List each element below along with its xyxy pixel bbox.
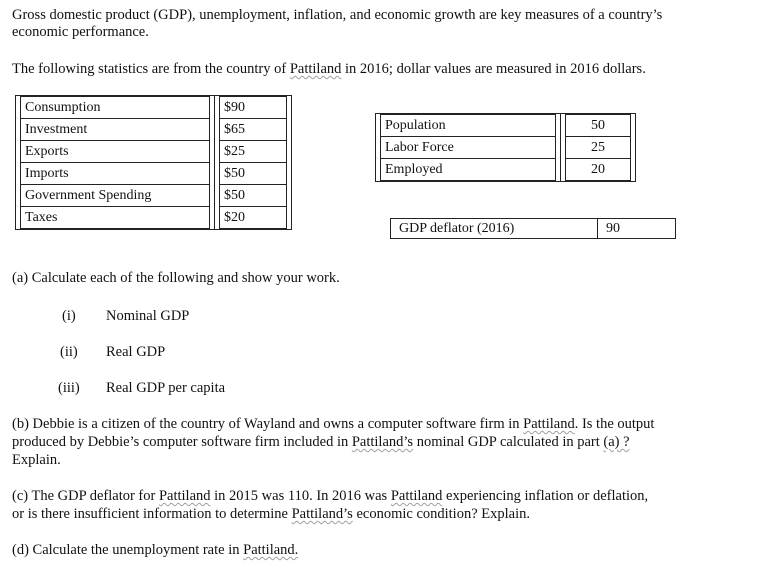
intro-line-1: Gross domestic product (GDP), unemployment, inflation, and economic growth are key measures of a country’s — [12, 7, 663, 23]
part-a-item-numeral: (ii) — [60, 344, 78, 360]
spending-value: $20 — [220, 207, 287, 229]
population-values — [565, 114, 631, 181]
part-c-l2-before: or is there insufficient information to determine — [12, 506, 292, 522]
spending-value: $50 — [220, 163, 287, 185]
population-labels — [380, 114, 556, 181]
stats-intro — [12, 61, 646, 78]
spending-values-cell — [215, 96, 292, 230]
part-a-item-numeral: (iii) — [58, 380, 80, 396]
spending-label: Imports — [21, 163, 210, 185]
part-b-l2-before: produced by Debbie’s computer software firm included in — [12, 434, 352, 450]
deflator-label: GDP deflator (2016) — [391, 219, 598, 239]
part-a-item-text: Real GDP per capita — [106, 380, 226, 396]
spending-label: Government Spending — [21, 185, 210, 207]
part-b-l2-country: Pattiland’s — [351, 434, 414, 450]
spending-label: Taxes — [21, 207, 210, 229]
stats-intro-before: The following statistics are from the country of — [12, 61, 290, 77]
part-a-item-text: Real GDP — [106, 344, 166, 360]
population-value: 25 — [566, 137, 631, 159]
spending-values — [219, 96, 287, 229]
part-b-l2-middle: nominal GDP calculated in part — [413, 434, 604, 450]
part-d-line — [12, 542, 298, 559]
spending-value: $25 — [220, 141, 287, 163]
part-c-l1-country: Pattiland — [158, 488, 211, 504]
part-a-prompt: (a) Calculate each of the following and show your work. — [12, 270, 340, 286]
part-b-line-1 — [12, 416, 654, 433]
part-d-before: (d) Calculate the unemployment rate in — [12, 542, 244, 558]
population-labels-cell — [376, 114, 561, 182]
spending-value: $65 — [220, 119, 287, 141]
spending-table — [15, 95, 292, 230]
population-values-cell — [561, 114, 636, 182]
population-label: Population — [381, 115, 556, 137]
stats-intro-country: Pattiland — [289, 61, 342, 77]
part-b-l1-after: . Is the output — [574, 416, 655, 432]
part-b-l2-ref: (a) ? — [603, 434, 630, 450]
spending-value: $50 — [220, 185, 287, 207]
population-value: 50 — [566, 115, 631, 137]
spending-labels — [20, 96, 210, 229]
part-d-country: Pattiland. — [243, 542, 299, 558]
spending-label: Investment — [21, 119, 210, 141]
part-b-line-3: Explain. — [12, 452, 61, 468]
population-value: 20 — [566, 159, 631, 181]
population-label: Labor Force — [381, 137, 556, 159]
part-c-line-1 — [12, 488, 648, 505]
population-label: Employed — [381, 159, 556, 181]
part-b-line-2 — [12, 434, 630, 451]
part-b-l1-before: (b) Debbie is a citizen of the country of Wayland and owns a computer software firm in — [12, 416, 524, 432]
part-c-l2-country: Pattiland’s — [291, 506, 353, 522]
part-c-l1-before: (c) The GDP deflator for — [12, 488, 159, 504]
spending-labels-cell — [16, 96, 215, 230]
deflator-table — [390, 218, 676, 239]
deflator-value: 90 — [598, 219, 676, 239]
spending-label: Consumption — [21, 97, 210, 119]
part-c-l1-after: experiencing inflation or deflation, — [442, 488, 649, 504]
part-b-l1-country: Pattiland — [523, 416, 575, 432]
spending-label: Exports — [21, 141, 210, 163]
intro-line-2: economic performance. — [12, 24, 149, 40]
part-a-item-text: Nominal GDP — [106, 308, 190, 324]
part-a-item-numeral: (i) — [62, 308, 76, 324]
stats-intro-after: in 2016; dollar values are measured in 2016 dollars. — [341, 61, 646, 77]
part-c-l1-middle: in 2015 was 110. In 2016 was — [210, 488, 391, 504]
spending-value: $90 — [220, 97, 287, 119]
part-c-line-2 — [12, 506, 530, 523]
part-c-l2-after: economic condition? Explain. — [352, 506, 530, 522]
part-c-l1-country2: Pattiland — [390, 488, 443, 504]
population-table — [375, 113, 636, 182]
